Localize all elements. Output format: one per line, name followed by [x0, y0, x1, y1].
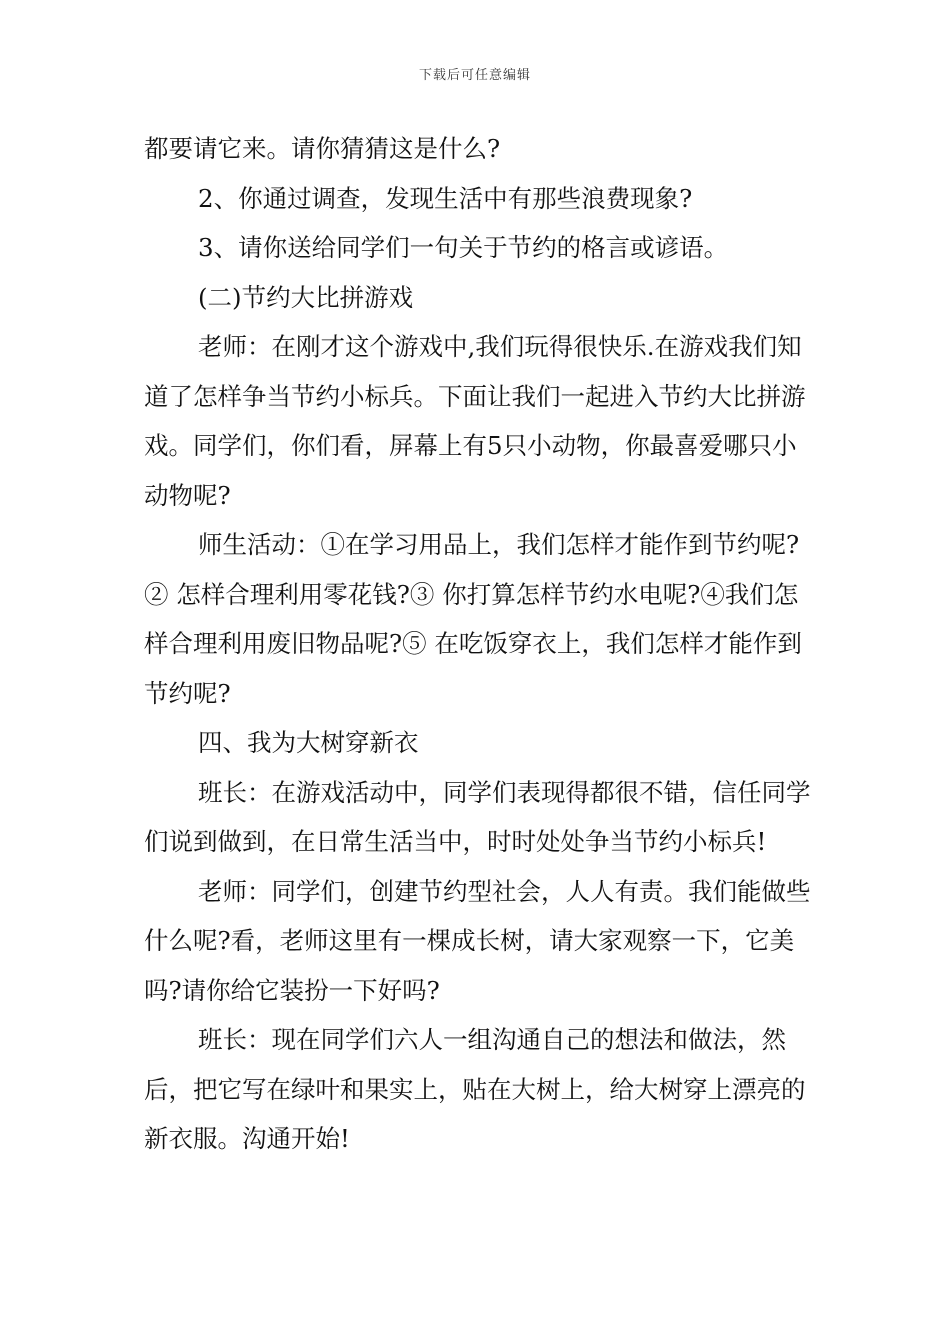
paragraph: 老师：同学们，创建节约型社会，人人有责。我们能做些什么呢?看，老师这里有一棵成长树，请大家观察一下，它美吗?请你给它装扮一下好吗? [144, 876, 811, 1005]
section-heading: 四、我为大树穿新衣 [198, 728, 419, 757]
page-header: 下载后可任意编辑 [418, 68, 531, 83]
paragraph: 班长：在游戏活动中，同学们表现得都很不错，信任同学们说到做到，在日常生活当中，时时处处争当节约小标兵! [144, 777, 811, 856]
section-heading: (二)节约大比拼游戏 [198, 282, 414, 312]
paragraph: 班长：现在同学们六人一组沟通自己的想法和做法，然后，把它写在绿叶和果实上，贴在大树上，给大树穿上漂亮的新衣服。沟通开始! [144, 1025, 806, 1153]
document-body [144, 124, 819, 1164]
paragraph: 老师：在刚才这个游戏中,我们玩得很快乐.在游戏我们知道了怎样争当节约小标兵。下面让我们一起进入节约大比拼游戏。同学们，你们看，屏幕上有5只小动物，你最喜爱哪只小动物呢? [144, 332, 806, 510]
paragraph: 3、请你送给同学们一句关于节约的格言或谚语。 [198, 233, 729, 262]
paragraph: 2、你通过调查，发现生活中有那些浪费现象? [198, 183, 693, 213]
paragraph: 师生活动：①在学习用品上，我们怎样才能作到节约呢? ② 怎样合理利用零花钱?③ 你打算怎样节约水电呢?④我们怎样合理利用废旧物品呢?⑤ 在吃饭穿衣上，我们怎样才能作到节约呢? [144, 530, 802, 708]
paragraph: 都要请它来。请你猜猜这是什么? [144, 134, 501, 163]
